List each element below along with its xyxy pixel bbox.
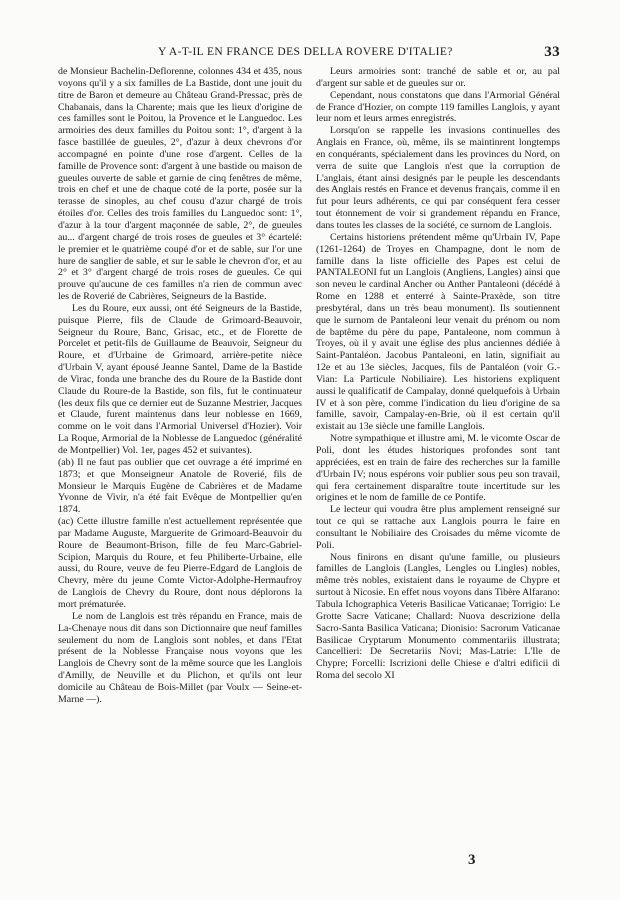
right-paragraph-6: Le lecteur qui voudra être plus amplement renseigné sur tout ce qui se rattache aux Langlois pourra le faire en consultant le Nobiliaire des Croisades du même vicomte de Poli. — [316, 504, 560, 551]
right-paragraph-5: Notre sympathique et illustre ami, M. le vicomte Oscar de Poli, dont les études historiques profondes sont tant appréciées, est en train de faire des recherches sur la famille d'Urbain IV; nous espérons voir publier sous peu son travail, qui fera certainement disparaître toute incertitude sur les origines et le nom de famille de ce Pontife. — [316, 433, 560, 504]
right-paragraph-4: Certains historiens prétendent même qu'Urbain IV, Pape (1261-1264) de Troyes en Champagne, dont le nom de famille dans la liste officielle des Papes est celui de PANTALEONI fut un Langlois (Angliens, Langles) ainsi que son neveu le cardinal Ancher ou Anther Pantaleoni (décédé à Rome en 1288 et enterré à Sainte-Praxède, son titre presbytéral, dans un très beau monument). Ils soutiennent que le surnom de Pantaleoni leur venait du prénom ou nom de baptême du père du pape, Pantaleone, nom commun à Troyes, où il y avait une église des plus anciennes dédiée à Saint-Pantaléon. Jacobus Pantaleoni, en latin, signifiait au 12e et au 13e siècles, Jacques, fils de Pantaléon (voir G.-Vian: La Particule Nobiliaire). Les historiens expliquent aussi le qualificatif de Campalay, donné quelquefois à Urbain IV et à son père, comme l'indication du lieu d'origine de sa famille, savoir, Campalay-en-Brie, où il est certain qu'il existait au 13e siècle une famille Langlois. — [316, 231, 560, 433]
right-paragraph-3: Lorsqu'on se rappelle les invasions continuelles des Anglais en France, où, même, ils se maintinrent longtemps en conquérants, spécialement dans les provinces du Nord, on verra de suite que Langlois n'est que la corruption de L'anglais, étant ainsi designés par le peuple les descendants des Anglais restés en France et devenus français, comme il en fut pour leurs adhérents, ce qui par conséquent fera cesser tout étonnement de voir si grandement répandu en France, dans toutes les classes de la société, ce surnom de Langlois. — [316, 125, 560, 231]
left-column — [58, 66, 302, 706]
footnote-ac: (ac) Cette illustre famille n'est actuellement représentée que par Madame Auguste, Marguerite de Grimoard-Beauvoir du Roure de Beaumont-Brison, fille de feu Marc-Gabriel-Scipion, Marquis du Roure, et feu Philiberte-Urbaine, elle aussi, du Roure, veuve de feu Pierre-Edgard de Langlois de Chevry, mère du jeune Comte Victor-Adolphe-Hermaufroy de Langlois de Chevry du Roure, dont nous déplorons la mort prématurée. — [58, 516, 302, 610]
right-paragraph-1: Leurs armoiries sont: tranché de sable et or, au pal d'argent sur sable et de gueules sur or. — [316, 66, 560, 89]
page-header — [58, 44, 560, 64]
signature-mark: 3 — [468, 852, 476, 868]
right-paragraph-2: Cependant, nous constatons que dans l'Armorial Général de France d'Hozier, on compte 119 familles Langlois, y ayant leur nom et leurs armes enregistrés. — [316, 89, 560, 125]
right-paragraph-7: Nous finirons en disant qu'une famille, ou plusieurs familles de Langlois (Langles, Lengles ou Lingles) nobles, même très nobles, existaient dans le royaume de Chypre et surtout à Nicosie. En effet nous voyons dans Tibère Alfarano: Tabula Ichographica Veteris Basilicae Vaticanae; Torrigio: Le Grotte Sacre Vaticane; Challard: Nuova descrizione della Sacro-Santa Basilica Vaticana; Dionisio: Sacrorum Vaticanae Basilicae Cryptarum Monumento commentariis illustrata; Cancellieri: De Secretariis Novi; Mas-Latrie: L'Ile de Chypre; Forcelli: Iscrizioni delle Chiese e d'altri edificii di Roma del secolo XI — [316, 551, 560, 682]
left-paragraph-1: de Monsieur Bachelin-Deflorenne, colonnes 434 et 435, nous voyons qu'il y a six familles de La Bastide, dont une jouit du titre de Baron et demeure au Château Grand-Pressac, près de Chabanais, dans la Charente; mais que les lieux d'origine de ces familles sont le Poitou, la Provence et le Languedoc. Les armoiries des deux familles du Poitou sont: 1°, d'argent à la fasce bastillée de gueules, 2°, d'azur à deux chevrons d'or accompagné en pointe d'une rose d'argent. Celles de la famille de Provence sont: d'argent à une bastide ou maison de gueules ouverte de sable et garnie de cinq fenêtres de même, trois en chef et une de chaque coté de la porte, posée sur la terasse de sinoples, au chef cousu d'azur chargé de trois étoiles d'or. Celles des trois familles du Languedoc sont: 1°, d'azur à la tour d'argent maçonnée de sable, 2°, de gueules au... d'argent chargé de trois roses de gueules et 3° écartelé: le premier et le quatrième coupé d'or et de sable, sur l'or une hure de sanglier de sable, et sur le sable le chevron d'or, et au 2° et 3° d'argent chargé de trois roses de gueules. Ce qui prouve qu'aucune de ces familles n'a rien de commun avec les de Roverié de Cabrières, Seigneurs de la Bastide. — [58, 66, 302, 303]
left-paragraph-5: Le nom de Langlois est très répandu en France, mais de La-Chenaye nous dit dans son Dictionnaire que neuf familles seulement du nom de Langlois sont nobles, et dans l'Etat présent de la Noblesse Française nous voyons que les Langlois de Chevry sont de la même source que les Langlois d'Amilly, de Neuville et du Plichon, et qu'ils ont leur domicile au Château de Bois-Millet (par Voulx — Seine-et-Marne —). — [58, 610, 302, 705]
page-number: 33 — [544, 44, 560, 60]
running-title: Y A-T-IL EN FRANCE DES DELLA ROVERE D'ITALIE? — [158, 46, 453, 58]
right-column — [316, 66, 560, 682]
left-paragraph-2: Les du Roure, eux aussi, ont été Seigneurs de la Bastide, puisque Pierre, fils de Claude de Grimoard-Beauvoir, Seigneur du Roure, Banc, Grisac, etc., et de Florette de Porcelet et petit-fils de Guillaume de Beauvoir, Seigneur du Roure, et d'Urbaine de Grimoard, arrière-petite nièce d'Urbain V, ayant épousé Jeanne Santel, Dame de la Bastide de Virac, fonda une branche des du Roure de la Bastide dont Claude du Roure-de la Bastide, son fils, fut le continuateur (les deux fils que ce dernier eut de Suzanne Mestrier, Jacques et Claude, furent maintenus dans leur noblesse en 1669, comme on le voit dans l'Armorial Universel d'Hozier). Voir La Roque, Armorial de la Noblesse de Languedoc (généralité de Montpellier) Vol. 1er, pages 452 et suivantes). — [58, 302, 302, 456]
footnote-ab: (ab) Il ne faut pas oublier que cet ouvrage a été imprimé en 1873; et que Monseigneur Anatole de Roverié, fils de Monsieur le Marquis Eugène de Cabrières et de Madame Yvonne de Vivir, n'a été fait Evêque de Montpellier qu'en 1874. — [58, 456, 302, 516]
